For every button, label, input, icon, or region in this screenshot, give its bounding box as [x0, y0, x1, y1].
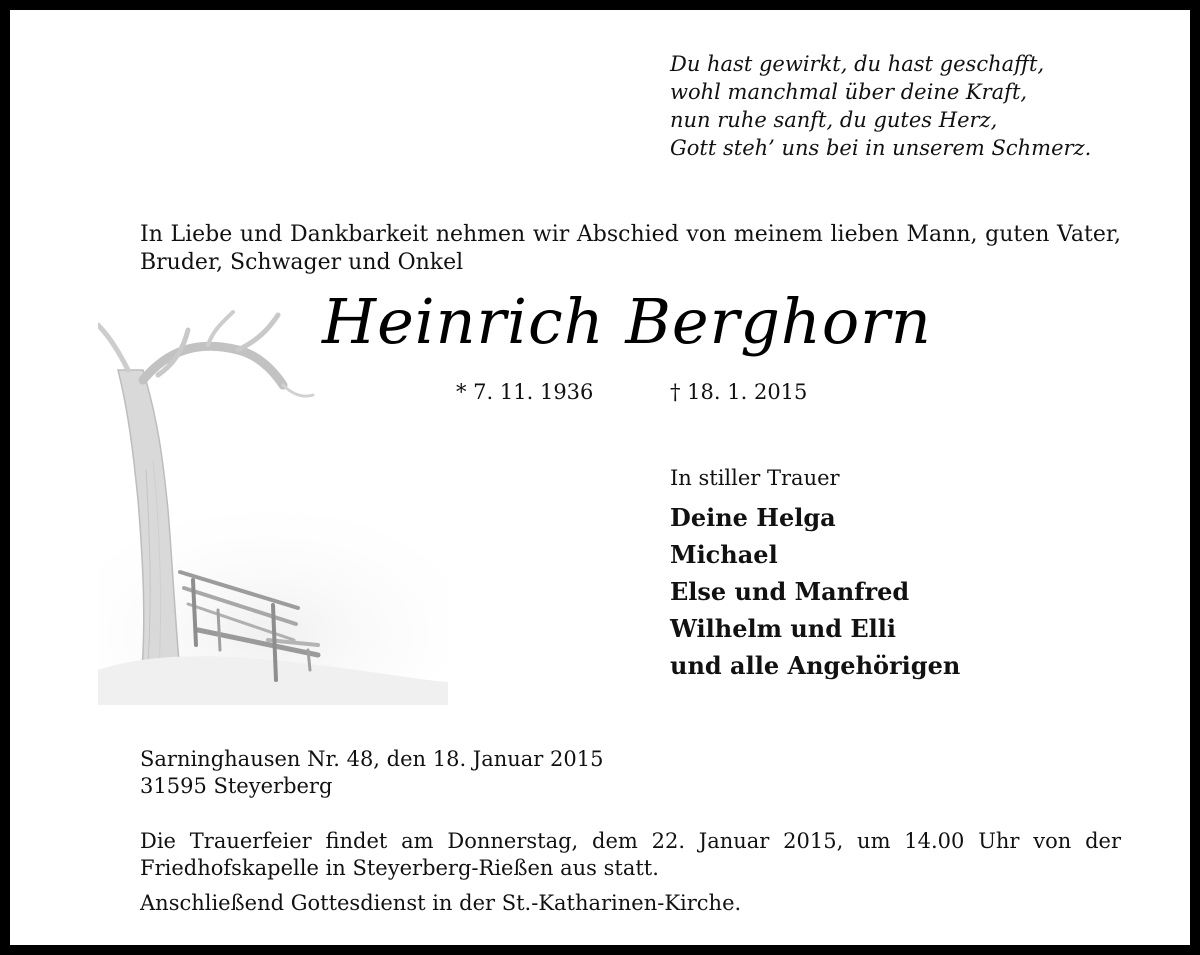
mourner-name: Michael — [670, 540, 778, 569]
poem-line: nun ruhe sanft, du gutes Herz, — [670, 108, 998, 132]
service-info — [140, 828, 1121, 917]
mourner-name: und alle Angehörigen — [670, 651, 961, 680]
birth-date: * 7. 11. 1936 — [456, 380, 594, 404]
mourner-name: Else und Manfred — [670, 577, 910, 606]
tree-and-bench-illustration — [98, 310, 448, 705]
poem-line: Gott steh’ uns bei in unserem Schmerz. — [670, 136, 1092, 160]
mourner-name: Wilhelm und Elli — [670, 614, 897, 643]
church-service-text: Anschließend Gottesdienst in der St.-Katharinen-Kirche. — [140, 891, 742, 915]
poem-line: wohl manchmal über deine Kraft, — [670, 80, 1028, 104]
mourner-name: Deine Helga — [670, 503, 836, 532]
address-line: Sarninghausen Nr. 48, den 18. Januar 2015 — [140, 747, 604, 771]
address-block — [140, 746, 603, 800]
address-line: 31595 Steyerberg — [140, 774, 333, 798]
deceased-name: Heinrich Berghorn — [322, 285, 932, 358]
death-date: † 18. 1. 2015 — [670, 380, 808, 404]
poem-line: Du hast gewirkt, du hast geschafft, — [670, 52, 1045, 76]
poem — [670, 50, 1170, 162]
mourners-block — [670, 465, 1130, 684]
intro-text: In Liebe und Dankbarkeit nehmen wir Abschied von meinem lieben Mann, guten Vater, Bruder, Schwager und Onkel — [140, 222, 1121, 275]
mourning-lead: In stiller Trauer — [670, 466, 840, 490]
funeral-service-text: Die Trauerfeier findet am Donnerstag, dem 22. Januar 2015, um 14.00 Uhr von der Friedhofskapelle in Steyerberg-Rießen aus statt. — [140, 829, 1121, 880]
